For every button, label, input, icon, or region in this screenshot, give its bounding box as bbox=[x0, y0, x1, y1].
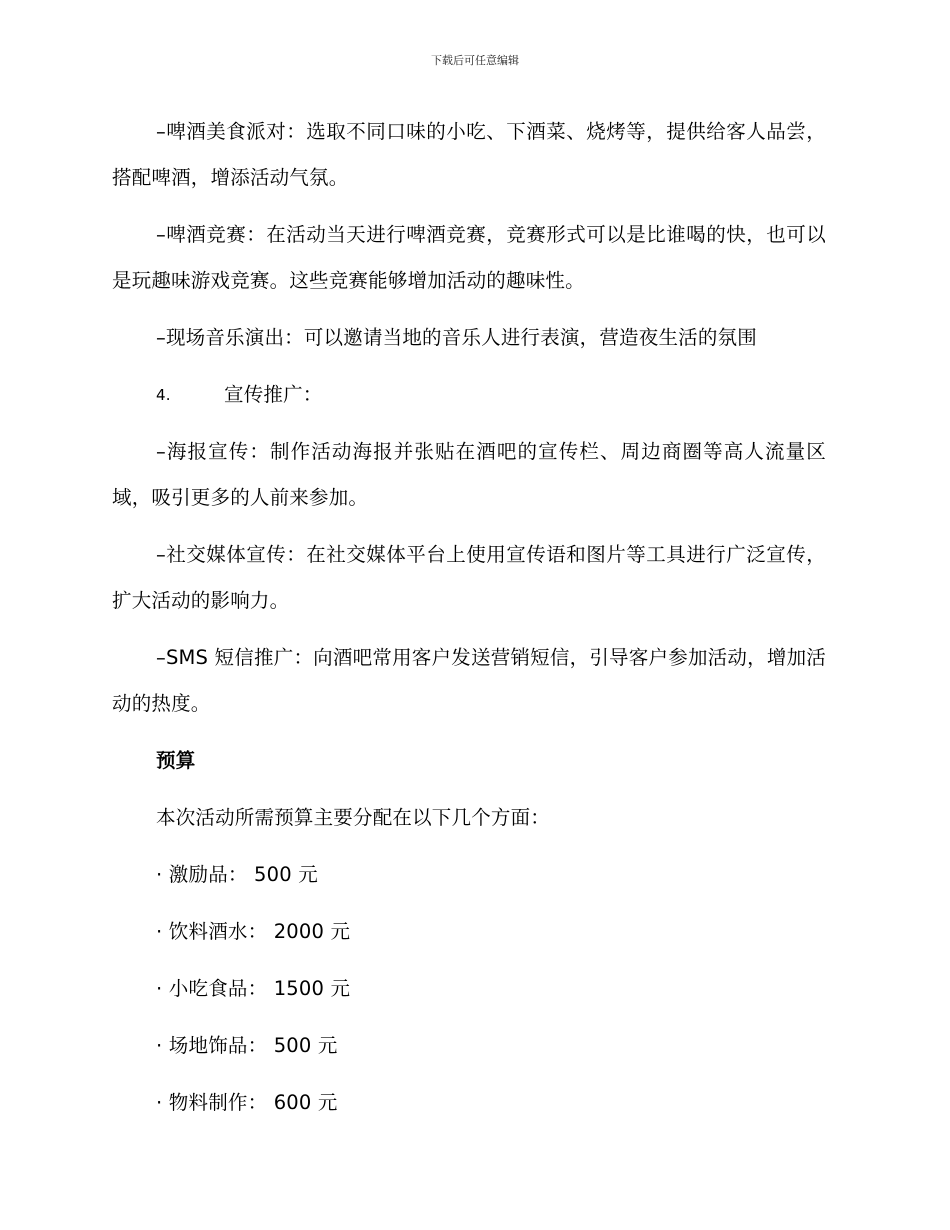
section-number: 4. bbox=[156, 386, 171, 404]
promotion-sms: –SMS 短信推广：向酒吧常用客户发送营销短信，引导客户参加活动，增加活动的热度。 bbox=[112, 646, 826, 715]
budget-item-drinks: · 饮料酒水： 2000 元 bbox=[156, 920, 351, 943]
budget-item-incentives: · 激励品： 500 元 bbox=[156, 863, 318, 886]
document-body bbox=[112, 109, 826, 1137]
budget-item-snacks: · 小吃食品： 1500 元 bbox=[156, 977, 351, 1000]
section-promotion-heading bbox=[156, 372, 826, 418]
budget-intro: 本次活动所需预算主要分配在以下几个方面： bbox=[156, 806, 551, 829]
budget-heading: 预算 bbox=[156, 749, 196, 772]
activity-beer-food-party: –啤酒美食派对：选取不同口味的小吃、下酒菜、烧烤等，提供给客人品尝，搭配啤酒，增添活动气氛。 bbox=[112, 120, 826, 189]
budget-item-decorations: · 场地饰品： 500 元 bbox=[156, 1034, 338, 1057]
page-header: 下载后可任意编辑 bbox=[431, 54, 519, 67]
promotion-social-media: –社交媒体宣传：在社交媒体平台上使用宣传语和图片等工具进行广泛宣传，扩大活动的影响力。 bbox=[112, 543, 826, 612]
promotion-poster: –海报宣传：制作活动海报并张贴在酒吧的宣传栏、周边商圈等高人流量区域，吸引更多的人前来参加。 bbox=[112, 440, 826, 509]
activity-beer-contest: –啤酒竞赛：在活动当天进行啤酒竞赛，竞赛形式可以是比谁喝的快，也可以是玩趣味游戏竞赛。这些竞赛能够增加活动的趣味性。 bbox=[112, 223, 826, 292]
activity-live-music: –现场音乐演出：可以邀请当地的音乐人进行表演，营造夜生活的氛围 bbox=[156, 326, 757, 349]
budget-item-materials: · 物料制作： 600 元 bbox=[156, 1091, 338, 1114]
section-title: 宣传推广： bbox=[224, 383, 323, 406]
